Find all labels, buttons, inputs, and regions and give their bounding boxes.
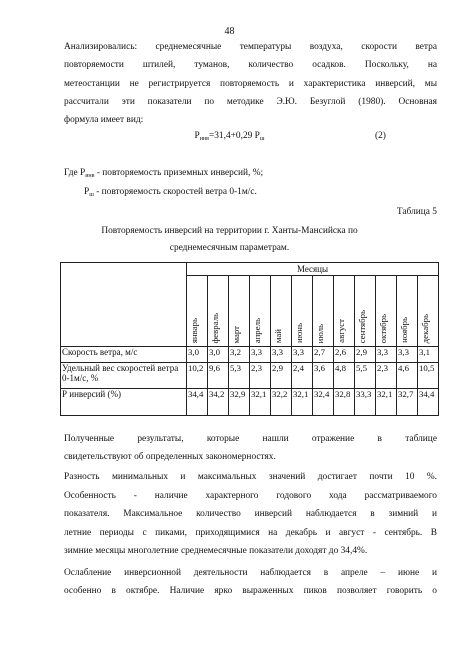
table-cell: 32,9 [229, 389, 250, 416]
table-row [61, 389, 439, 416]
table-cell: 3,3 [250, 347, 271, 363]
month-header: март [229, 276, 250, 347]
table-cell: 4,8 [334, 363, 355, 389]
month-header: апрель [250, 276, 271, 347]
month-header: август [334, 276, 355, 347]
row-label: Р инверсий (%) [61, 389, 187, 416]
table-cell: 10,5 [418, 363, 439, 389]
text-line: формула имеет вид: [64, 115, 144, 125]
definition-line: $P_ш$ - повторяемость скоростей ветра 0-1м/с. [84, 187, 257, 198]
formula-lhs: P [194, 131, 200, 141]
row-label: Удельный вес скоростей ветра 0-1м/с, % [61, 363, 187, 389]
table-cell: 3,1 [418, 347, 439, 363]
month-header: январь [187, 276, 208, 347]
table-cell: 3,3 [397, 347, 418, 363]
row-label: Скорость ветра, м/с [61, 347, 187, 363]
table-cell: 2,9 [355, 347, 376, 363]
table-cell: 3,2 [229, 347, 250, 363]
table-corner-cell [61, 263, 187, 347]
month-header: сентябрь [355, 276, 376, 347]
table-caption: Повторяемость инверсий на территории г. Ханты-Мансийска по [101, 226, 358, 236]
table-cell: 33,3 [355, 389, 376, 416]
month-header: май [271, 276, 292, 347]
table-cell: 2,3 [250, 363, 271, 389]
table-cell: 34,4 [187, 389, 208, 416]
month-header: ноябрь [397, 276, 418, 347]
table-caption: среднемесячным параметрам. [169, 243, 290, 253]
formula-rhs-sub: ш [259, 136, 265, 142]
table-cell: 32,2 [271, 389, 292, 416]
text-line: Анализировались: среднемесячные температуры воздуха, скорости ветра [64, 42, 437, 52]
data-table [60, 262, 439, 416]
table-cell: 2,4 [292, 363, 313, 389]
text-line: повторяемости штилей, туманов, количество осадков. Поскольку, на [64, 60, 437, 70]
table-row [61, 347, 439, 363]
text-line: показателя. Максимальное количество инверсий наблюдается в зимний и [64, 509, 437, 519]
table-cell: 2,7 [313, 347, 334, 363]
month-header: июнь [292, 276, 313, 347]
table-cell: 3,3 [271, 347, 292, 363]
table-cell: 2,3 [376, 363, 397, 389]
text-line: рассчитали эти показатели по методике Э.Ю. Безуглой (1980). Основная [64, 97, 437, 107]
table-cell: 3,3 [292, 347, 313, 363]
text-line: особенно в октябре. Наличие ярко выраженных пиков позволяет говорить о [64, 586, 437, 596]
formula-number: (2) [375, 131, 386, 141]
formula [0, 131, 459, 142]
table-cell: 32,1 [376, 389, 397, 416]
month-header: июль [313, 276, 334, 347]
text-line: зимние месяцы многолетние среднемесячные показатели доходят до 34,4%. [64, 546, 368, 556]
month-header: февраль [208, 276, 229, 347]
text-line: Ослабление инверсионной деятельности наблюдается в апреле – июне и [64, 568, 437, 578]
month-header: октябрь [376, 276, 397, 347]
months-header: Месяцы [187, 263, 439, 276]
text-line: свидетельствуют об определенных закономерностях. [64, 452, 276, 462]
table-cell: 3,0 [208, 347, 229, 363]
text-line: Особенность - наличие характерного годового хода рассматриваемого [64, 491, 437, 501]
table-cell: 32,1 [292, 389, 313, 416]
formula-mid: =31,4+0,29 P [208, 131, 260, 141]
table-cell: 3,3 [376, 347, 397, 363]
table-cell: 3,6 [313, 363, 334, 389]
table-cell: 32,8 [334, 389, 355, 416]
table-cell: 34,2 [208, 389, 229, 416]
month-header: декабрь [418, 276, 439, 347]
table-cell: 34,4 [418, 389, 439, 416]
table-cell: 5,3 [229, 363, 250, 389]
table-cell: 10,2 [187, 363, 208, 389]
table-row [61, 363, 439, 389]
table-cell: 32,7 [397, 389, 418, 416]
page-number: 48 [224, 26, 235, 37]
table-cell: 4,6 [397, 363, 418, 389]
formula-lhs-sub: инв [199, 136, 209, 142]
table-cell: 2,6 [334, 347, 355, 363]
table-cell: 9,6 [208, 363, 229, 389]
text-line: Разность минимальных и максимальных значений достигает почти 10 %. [64, 472, 437, 482]
text-line: летние периоды с пиками, приходящимися на декабрь и август - сентябрь. В [64, 528, 437, 538]
table-cell: 3,0 [187, 347, 208, 363]
table-cell: 32,1 [250, 389, 271, 416]
table-number: Таблица 5 [396, 207, 437, 217]
table-cell: 32,4 [313, 389, 334, 416]
table-cell: 5,5 [355, 363, 376, 389]
table-cell: 2,9 [271, 363, 292, 389]
definition-line: Где $P_{инв}$ - повторяемость приземных инверсий, %; [64, 168, 264, 179]
text-line: метеостанции не регистрируется повторяемость и характеристика инверсий, мы [64, 79, 437, 89]
text-line: Полученные результаты, которые нашли отражение в таблице [64, 434, 437, 444]
